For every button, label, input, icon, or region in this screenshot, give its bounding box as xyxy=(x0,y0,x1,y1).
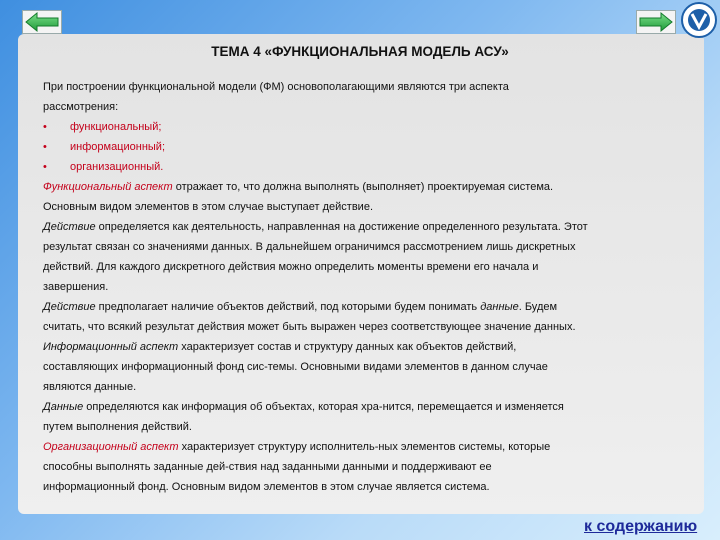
paragraph-line: способны выполнять заданные дей-ствия над заданными данными и поддерживают ее xyxy=(43,461,492,473)
paragraph-text: . Будем xyxy=(518,301,558,313)
bullet-mark: • xyxy=(43,161,47,173)
intro-line-1: При построении функциональной модели (ФМ) основополагающими являются три аспекта xyxy=(43,81,509,93)
arrow-left-icon xyxy=(22,10,62,34)
paragraph-line xyxy=(43,397,683,417)
paragraph-line: результат связан со значениями данных. В дальнейшем ограничимся рассмотрением лишь дискретных xyxy=(43,241,576,253)
paragraph-line: завершения. xyxy=(43,281,109,293)
paragraph-text: предполагает наличие объектов действий, под которыми будем понимать xyxy=(95,301,481,313)
term-data: данные xyxy=(480,301,519,313)
paragraph-text: определяется как деятельность, направленная на достижение определенного результата. Этот xyxy=(95,221,588,233)
page-title: ТЕМА 4 «ФУНКЦИОНАЛЬНАЯ МОДЕЛЬ АСУ» xyxy=(211,44,509,59)
content-text xyxy=(43,77,683,497)
bullet-text: функциональный; xyxy=(70,121,162,133)
paragraph-text: определяются как информация об объектах, которая хра-нится, перемещается и изменяется xyxy=(83,401,564,413)
paragraph-text: характеризует структуру исполнитель-ных элементов системы, которые xyxy=(178,441,551,453)
bullet-item xyxy=(43,137,683,157)
term-organizational-aspect: Организационный аспект xyxy=(43,441,179,453)
prev-slide-button[interactable] xyxy=(22,10,62,34)
paragraph-line xyxy=(43,297,683,317)
paragraph-text: характеризует состав и структуру данных как объектов действий, xyxy=(178,341,517,353)
bullet-item xyxy=(43,117,683,137)
paragraph-line xyxy=(43,437,683,457)
next-slide-button[interactable] xyxy=(636,10,676,34)
term-information-aspect: Информационный аспект xyxy=(43,341,179,353)
arrow-right-icon xyxy=(636,10,676,34)
paragraph-line: действий. Для каждого дискретного действия можно определить моменты времени его начала и xyxy=(43,261,539,273)
university-logo xyxy=(681,2,717,38)
bullet-text: организационный. xyxy=(70,161,164,173)
paragraph-line xyxy=(43,177,683,197)
intro-line-2: рассмотрения: xyxy=(43,101,119,113)
paragraph-text: отражает то, что должна выполнять (выполняет) проектируемая система. xyxy=(172,181,554,193)
bullet-mark: • xyxy=(43,121,47,133)
paragraph-line: информационный фонд. Основным видом элементов в этом случае является система. xyxy=(43,481,490,493)
term-action: Действие xyxy=(43,221,96,233)
paragraph-line: являются данные. xyxy=(43,381,137,393)
paragraph-line xyxy=(43,217,683,237)
bullet-text: информационный; xyxy=(70,141,166,153)
bullet-mark: • xyxy=(43,141,47,153)
table-of-contents-link[interactable]: к содержанию xyxy=(584,518,698,535)
paragraph-line: составляющих информационный фонд сис-темы. Основными видами элементов в данном случае xyxy=(43,361,548,373)
paragraph-line xyxy=(43,337,683,357)
paragraph-line: Основным видом элементов в этом случае выступает действие. xyxy=(43,201,374,213)
paragraph-line: путем выполнения действий. xyxy=(43,421,192,433)
bullet-item xyxy=(43,157,683,177)
term-data: Данные xyxy=(43,401,84,413)
term-action: Действие xyxy=(43,301,96,313)
term-functional-aspect: Функциональный аспект xyxy=(43,181,173,193)
paragraph-line: считать, что всякий результат действия может быть выражен через соответствующее значение данных. xyxy=(43,321,576,333)
university-logo-icon xyxy=(681,2,717,38)
